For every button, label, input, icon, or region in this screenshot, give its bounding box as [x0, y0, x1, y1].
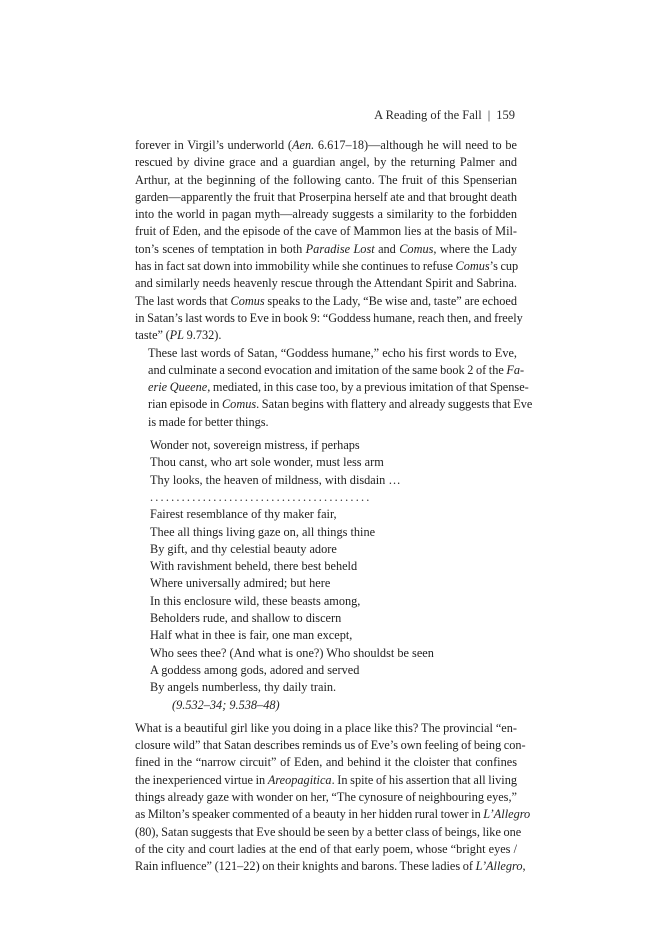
- verse-ellipsis-line: ..........................................: [150, 489, 372, 504]
- paragraph-1-line: rescued by divine grace and a guardian angel, by the returning Palmer and: [135, 155, 517, 170]
- verse-line: By gift, and thy celestial beauty adore: [150, 541, 337, 556]
- paragraph-3-line: fined in the “narrow circuit” of Eden, and behind it the cloister that confines: [135, 755, 517, 770]
- paragraph-2-line: and culminate a second evocation and imitation of the same book 2 of the Fa-: [148, 362, 525, 377]
- paragraph-1-line: taste” (PL 9.732).: [135, 328, 222, 343]
- paragraph-1-line: The last words that Comus speaks to the Lady, “Be wise and, taste” are echoed: [135, 293, 517, 308]
- verse-line: With ravishment beheld, there best beheld: [150, 559, 358, 574]
- paragraph-3-line: the inexperienced virtue in Areopagitica. In spite of his assertion that all living: [135, 772, 517, 787]
- paragraph-2-line: These last words of Satan, “Goddess humane,” echo his first words to Eve,: [148, 345, 517, 360]
- paragraph-1: [135, 137, 523, 345]
- verse-line: Where universally admired; but here: [150, 576, 331, 591]
- paragraph-2: [135, 345, 533, 431]
- paragraph-2-line: erie Queene, mediated, in this case too, by a previous imitation of that Spense-: [148, 380, 529, 395]
- paragraph-1-line: in Satan’s last words to Eve in book 9: “Goddess humane, reach then, and freely: [135, 310, 523, 325]
- running-head-separator: |: [487, 108, 491, 122]
- paragraph-3-line: as Milton’s speaker commented of a beauty in her hidden rural tower in L’Allegro: [135, 807, 531, 822]
- paragraph-1-line: fruit of Eden, and the episode of the cave of Mammon lies at the basis of Mil-: [135, 224, 517, 239]
- verse-line: Fairest resemblance of thy maker fair,: [150, 507, 337, 522]
- paragraph-1-line: has in fact sat down into immobility while she continues to refuse Comus’s cup: [135, 259, 519, 274]
- paragraph-1-line: Arthur, at the beginning of the following canto. The fruit of this Spenserian: [135, 172, 517, 187]
- running-head: [374, 108, 515, 123]
- paragraph-3-line: closure wild” that Satan describes reminds us of Eve’s own feeling of being con-: [135, 738, 526, 753]
- paragraph-3-line: What is a beautiful girl like you doing in a place like this? The provincial “en-: [135, 720, 517, 735]
- verse-line: Half what in thee is fair, one man except,: [150, 628, 353, 643]
- paragraph-3-line: things already gaze with wonder on her, “The cynosure of neighbouring eyes,”: [135, 789, 517, 804]
- verse-line: A goddess among gods, adored and served: [150, 662, 360, 677]
- running-head-title: A Reading of the Fall: [374, 108, 482, 122]
- paragraph-3-line: (80), Satan suggests that Eve should be seen by a better class of beings, like one: [135, 824, 522, 839]
- paragraph-3: [135, 720, 531, 876]
- paragraph-1-line: into the world in pagan myth—already suggests a similarity to the forbidden: [135, 207, 517, 222]
- verse-line: Thee all things living gaze on, all things thine: [150, 524, 376, 539]
- paragraph-3-line: of the city and court ladies at the end of that early poem, whose “bright eyes /: [135, 841, 517, 856]
- verse-line: Beholders rude, and shallow to discern: [150, 611, 342, 626]
- page-number: 159: [496, 108, 515, 122]
- verse-line: Wonder not, sovereign mistress, if perhaps: [150, 438, 360, 453]
- paragraph-2-line: rian episode in Comus. Satan begins with flattery and already suggests that Eve: [148, 397, 533, 412]
- verse-line: Thy looks, the heaven of mildness, with disdain …: [150, 472, 401, 487]
- paragraph-1-line: garden—apparently the fruit that Proserpina herself ate and that brought death: [135, 189, 517, 204]
- paragraph-1-line: and similarly needs heavenly rescue through the Attendant Spirit and Sabrina.: [135, 276, 517, 291]
- verse-line: Who sees thee? (And what is one?) Who shouldst be seen: [150, 645, 434, 660]
- body-text: [135, 137, 533, 875]
- paragraph-2-line: is made for better things.: [148, 414, 269, 429]
- paragraph-1-line: ton’s scenes of temptation in both Paradise Lost and Comus, where the Lady: [135, 241, 518, 256]
- block-quote-verse: [150, 437, 517, 714]
- paragraph-3-line: Rain influence” (121–22) on their knights and barons. These ladies of L’Allegro,: [135, 859, 526, 874]
- paragraph-1-line: forever in Virgil’s underworld (Aen. 6.617–18)—although he will need to be: [135, 138, 517, 152]
- verse-line: By angels numberless, thy daily train.: [150, 680, 337, 695]
- verse-line: Thou canst, who art sole wonder, must less arm: [150, 455, 384, 470]
- verse-line: In this enclosure wild, these beasts among,: [150, 593, 361, 608]
- verse-citation: (9.532–34; 9.538–48): [172, 697, 280, 712]
